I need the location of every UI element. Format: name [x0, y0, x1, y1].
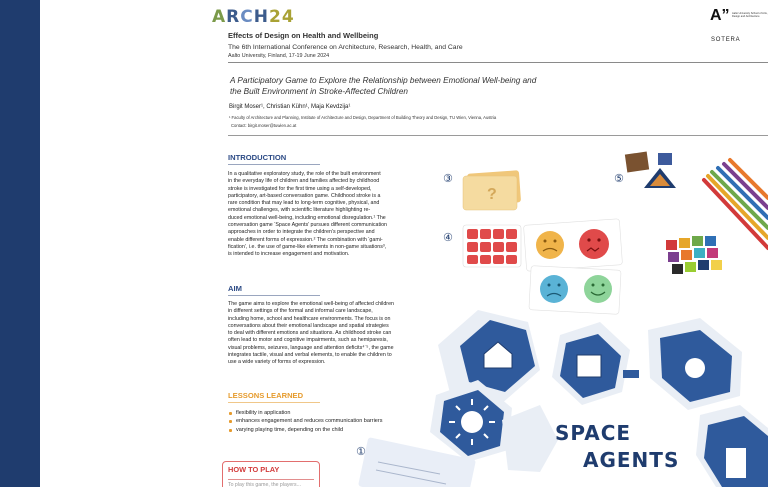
aim-heading: AIM — [228, 284, 242, 293]
text-line: participatory, art-based conversation game. Childhood stroke is a — [228, 192, 381, 199]
game-illustration — [330, 140, 768, 487]
space-agents-logo-line2: AGENTS — [583, 448, 680, 472]
contact-email: Contact: birgit.moser@tuwien.ac.at — [231, 123, 297, 128]
tree-icon — [685, 358, 705, 378]
stamp-block — [625, 152, 649, 173]
text-line: conversation game ‘Space Agents’ pursues different communication — [228, 222, 387, 229]
aim-underline — [228, 295, 320, 296]
text-line: is intended to increase engagement and motivation. — [228, 251, 350, 258]
stamp-block — [658, 153, 672, 165]
text-line: approaches in order to integrate the children’s perspective and — [228, 229, 375, 236]
marker-3: ③ — [443, 172, 453, 185]
conference-place: Aalto University, Finland, 17-19 June 2024 — [228, 53, 330, 59]
title-divider — [228, 135, 768, 136]
text-line: integrates tactile, visual and verbal elements, to enable the children to — [228, 352, 392, 359]
worried-face-icon — [536, 231, 564, 259]
wooden-stamps — [625, 152, 676, 188]
lessons-underline — [228, 402, 320, 403]
text-line: stroke is investigated for the first time using a self-developed, — [228, 185, 372, 192]
list-item: varying playing time, depending on the child — [229, 426, 382, 434]
text-line: to deal with different emotions and situations. As childhood stroke can — [228, 330, 392, 337]
aalto-logo: A” — [710, 7, 730, 24]
header-divider — [228, 62, 768, 63]
text-line: use a wide variety of forms of expression. — [228, 359, 326, 366]
marker-4: ④ — [443, 231, 453, 244]
conference-subtitle: The 6th International Conference on Architecture, Research, Health, and Care — [228, 44, 463, 51]
text-line: in the everyday life of children and families affected by childhood — [228, 178, 380, 185]
introduction-heading: INTRODUCTION — [228, 153, 287, 162]
text-line: The game aims to explore the emotional well-being of affected children — [228, 301, 394, 307]
paper-title-line: A Participatory Game to Explore the Relationship between Emotional Well-being and — [230, 76, 537, 85]
how-to-play-text: To play this game, the players... — [228, 482, 301, 487]
text-line: conversations about their emotional landscape and spatial strategies — [228, 322, 389, 329]
affiliation: ¹ Faculty of Architecture and Planning, Institute of Architecture and Design, Department of Building Theory and Design, TU Wien, Vienna, Austria — [229, 115, 497, 120]
path-marker-icon — [623, 370, 639, 378]
text-line: fication’, i.e. the use of game-like elements in non-game situations³, — [228, 243, 387, 250]
sotera-logo: SOTERA — [711, 37, 741, 43]
aalto-logo-text: Aalto University School of Arts, Design and Architecture — [732, 12, 768, 18]
question-mark-icon: ? — [487, 186, 497, 203]
text-line: in different settings of the formal and informal care landscape, — [228, 308, 373, 315]
sun-icon — [461, 411, 483, 433]
arch24-logo: ARCH24 — [212, 7, 295, 27]
pencil — [730, 160, 768, 198]
building-icon — [726, 448, 746, 478]
school-icon — [577, 355, 601, 377]
space-agents-logo-line1: SPACE — [555, 421, 632, 445]
introduction-underline — [228, 164, 320, 165]
ink-pads — [666, 236, 722, 274]
conference-title: Effects of Design on Health and Wellbeing — [228, 31, 379, 40]
lessons-learned-heading: LESSONS LEARNED — [228, 391, 304, 400]
marker-1: ① — [356, 445, 366, 458]
paper-title-line: the Built Environment in Stroke-Affected Children — [230, 87, 408, 96]
colored-pencils — [704, 160, 768, 248]
text-line: visual problems, seizures, language and attention deficits⁴˙⁵, the game — [228, 344, 394, 351]
question-cards — [463, 170, 521, 210]
text-line: enable different forms of expression.² The combination with ‘gami- — [228, 236, 383, 243]
text-line: In a qualitative exploratory study, the role of the built environment — [228, 171, 381, 177]
left-color-band — [0, 0, 40, 487]
paper-title — [230, 75, 570, 97]
emotion-cards — [463, 219, 622, 315]
angry-face-icon — [579, 229, 609, 259]
text-line: rare condition that may lead to long-term cognitive, physical, and — [228, 200, 380, 207]
sad-face-icon — [540, 275, 568, 303]
text-line: including home, school and healthcare environments. The focus is on — [228, 315, 391, 322]
marker-5: ⑤ — [614, 172, 624, 185]
how-to-play-underline — [228, 479, 314, 480]
list-item: flexibility in application — [229, 409, 382, 417]
list-item: enhances engagement and reduces communication barriers — [229, 417, 382, 425]
text-line: duced emotional well-being, including emotional disregulation.¹ The — [228, 214, 386, 221]
how-to-play-heading: HOW TO PLAY — [228, 465, 280, 474]
happy-face-icon — [584, 275, 612, 303]
text-line: emotional challenges, with scientific literature highlighting re- — [228, 207, 371, 214]
text-line: often lead to motor and cognitive impairments, such as hemiparesis, — [228, 337, 388, 344]
authors: Birgit Moser¹, Christian Kühn¹, Maja Kevdzija¹ — [229, 104, 351, 110]
